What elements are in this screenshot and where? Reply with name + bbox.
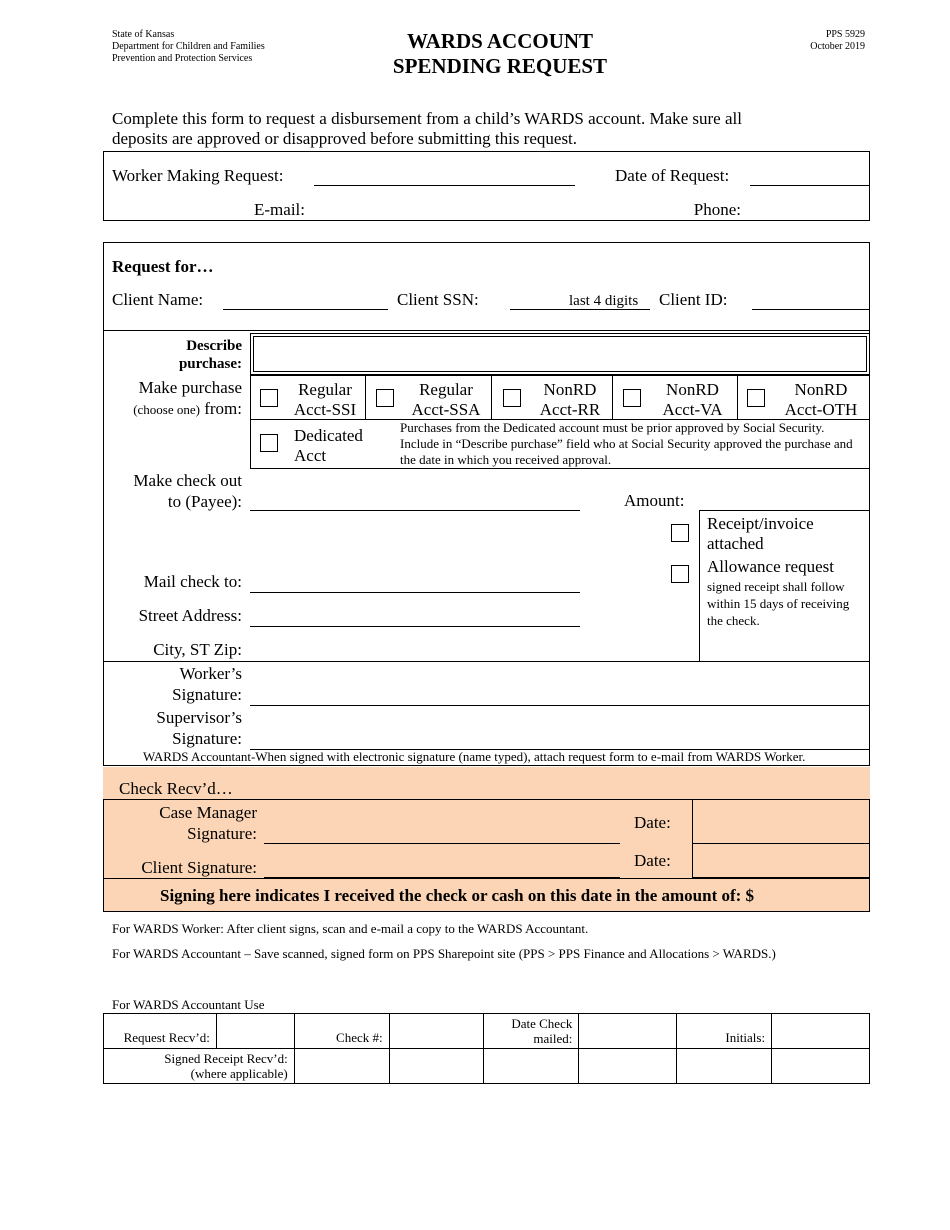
receipt-attached-checkbox[interactable] <box>671 524 689 542</box>
table-cell[interactable] <box>484 1049 579 1084</box>
acct-ssa-checkbox[interactable] <box>376 389 394 407</box>
table-row <box>104 1049 870 1084</box>
date-check-line-2: mailed: <box>533 1031 573 1046</box>
acct-va-checkbox[interactable] <box>623 389 641 407</box>
describe-line-2: purchase: <box>178 356 242 372</box>
case-manager-signature-label <box>110 802 257 844</box>
divider <box>491 375 492 419</box>
payee-field[interactable] <box>250 510 580 511</box>
date-of-request-label: Date of Request: <box>615 166 730 185</box>
accountant-use-table <box>103 1013 870 1084</box>
date-of-request-field[interactable] <box>750 185 869 186</box>
agency-line-department: Department for Children and Families <box>112 41 265 52</box>
client-date-field[interactable] <box>692 843 870 878</box>
mail-check-label: Mail check to: <box>143 572 242 591</box>
supervisor-sig-line-2: Signature: <box>172 729 242 748</box>
acct-ssi-line-1: Regular <box>298 380 352 399</box>
acct-oth-line-2: Acct-OTH <box>784 400 858 419</box>
acct-ssi-line-2: Acct-SSI <box>293 400 357 419</box>
acct-va-line-1: NonRD <box>666 380 719 399</box>
client-id-label: Client ID: <box>659 290 728 309</box>
allowance-request-checkbox[interactable] <box>671 565 689 583</box>
phone-field[interactable] <box>745 198 865 220</box>
client-ssn-label: Client SSN: <box>397 290 479 309</box>
table-cell[interactable] <box>772 1049 870 1084</box>
make-purchase-line-1: Make purchase <box>138 378 242 397</box>
city-st-zip-field[interactable] <box>250 640 695 660</box>
table-cell[interactable] <box>677 1049 772 1084</box>
describe-purchase-field[interactable] <box>253 336 867 372</box>
dedicated-acct-checkbox[interactable] <box>260 434 278 452</box>
received-statement: Signing here indicates I received the check or cash on this date in the amount of: $ <box>160 886 755 905</box>
acct-oth-label <box>773 380 869 420</box>
dedicated-line-1: Dedicated <box>294 426 363 445</box>
divider <box>103 878 870 879</box>
request-recvd-field[interactable] <box>216 1014 294 1049</box>
case-mgr-line-1: Case Manager <box>159 803 257 822</box>
worker-sig-line-1: Worker’s <box>179 664 242 683</box>
signed-receipt-field[interactable] <box>294 1049 389 1084</box>
acct-oth-line-1: NonRD <box>794 380 848 399</box>
worker-sig-line-2: Signature: <box>172 685 242 704</box>
receipt-line-1: Receipt/invoice <box>707 514 814 533</box>
acct-oth-checkbox[interactable] <box>747 389 765 407</box>
mail-check-field[interactable] <box>250 592 580 593</box>
worker-instruction-note: For WARDS Worker: After client signs, scan and e-mail a copy to the WARDS Accountant. <box>112 921 589 936</box>
divider <box>699 510 700 661</box>
acct-rr-checkbox[interactable] <box>503 389 521 407</box>
client-name-label: Client Name: <box>112 290 204 309</box>
case-manager-signature-field[interactable] <box>264 843 620 844</box>
intro-line-2: deposits are approved or disapproved before submitting this request. <box>112 129 578 148</box>
request-heading: Request for… <box>112 257 214 276</box>
client-id-field[interactable] <box>752 309 869 310</box>
case-mgr-line-2: Signature: <box>187 824 257 843</box>
worker-signature-field[interactable] <box>250 705 870 706</box>
signed-receipt-line-2: (where applicable) <box>190 1066 288 1081</box>
ssn-hint: last 4 digits <box>569 293 639 309</box>
client-name-field[interactable] <box>223 309 388 310</box>
amount-field[interactable] <box>699 510 870 511</box>
make-purchase-label <box>110 377 242 420</box>
date-check-mailed-label <box>484 1014 579 1049</box>
divider <box>103 330 870 331</box>
initials-label: Initials: <box>677 1014 772 1049</box>
case-manager-date-label: Date: <box>634 813 671 832</box>
check-number-field[interactable] <box>389 1014 484 1049</box>
supervisor-signature-label <box>110 707 242 749</box>
acct-ssi-checkbox[interactable] <box>260 389 278 407</box>
acct-va-label <box>649 380 736 420</box>
allowance-note: signed receipt shall follow within 15 days of receiving the check. <box>707 579 850 628</box>
page-title <box>330 29 670 79</box>
case-manager-date-field[interactable] <box>692 799 870 844</box>
agency-block <box>112 29 265 65</box>
street-address-label: Street Address: <box>138 606 242 625</box>
acct-va-line-2: Acct-VA <box>662 400 723 419</box>
email-label: E-mail: <box>254 200 305 219</box>
intro-line-1: Complete this form to request a disbursement from a child’s WARDS account. Make sure all <box>112 109 742 128</box>
form-id-block <box>740 29 865 53</box>
payee-line-1: Make check out <box>133 471 242 490</box>
date-check-mailed-field[interactable] <box>579 1014 677 1049</box>
accountant-use-heading: For WARDS Accountant Use <box>112 997 265 1012</box>
table-cell[interactable] <box>389 1049 484 1084</box>
table-cell[interactable] <box>579 1049 677 1084</box>
intro-text <box>112 109 872 149</box>
street-address-field[interactable] <box>250 626 580 627</box>
describe-line-1: Describe <box>186 338 242 354</box>
email-field[interactable] <box>310 198 610 220</box>
agency-line-division: Prevention and Protection Services <box>112 53 253 64</box>
accountant-esign-note: WARDS Accountant-When signed with electronic signature (name typed), attach request form to e-mail from WARDS Worker. <box>143 749 806 764</box>
receipt-attached-label <box>707 514 814 554</box>
divider <box>103 661 870 662</box>
signed-receipt-line-1: Signed Receipt Recv’d: <box>164 1051 288 1066</box>
date-check-line-1: Date Check <box>511 1016 573 1031</box>
form-number: PPS 5929 <box>825 29 865 40</box>
worker-signature-label <box>110 663 242 705</box>
client-ssn-field[interactable] <box>510 309 650 310</box>
agency-line-state: State of Kansas <box>112 29 175 40</box>
request-recvd-label: Request Recv’d: <box>104 1014 217 1049</box>
form-date: October 2019 <box>810 41 865 52</box>
client-signature-label: Client Signature: <box>141 858 257 877</box>
accountant-instruction-note: For WARDS Accountant – Save scanned, signed form on PPS Sharepoint site (PPS > PPS Finance and Allocations > WARDS.) <box>112 946 776 961</box>
dedicated-line-2: Acct <box>294 446 327 465</box>
from-word: from: <box>204 399 242 418</box>
divider <box>737 375 738 419</box>
describe-purchase-label <box>130 337 242 373</box>
worker-field[interactable] <box>314 185 575 186</box>
make-purchase-line-2 <box>110 398 242 420</box>
signed-receipt-label <box>104 1049 295 1084</box>
acct-rr-label <box>529 380 611 420</box>
title-line-1: WARDS ACCOUNT <box>406 29 594 53</box>
supervisor-sig-line-1: Supervisor’s <box>156 708 242 727</box>
acct-rr-line-2: Acct-RR <box>539 400 601 419</box>
payee-line-2: to (Payee): <box>167 492 242 511</box>
client-date-label: Date: <box>634 851 671 870</box>
phone-label: Phone: <box>693 200 741 219</box>
acct-ssa-line-1: Regular <box>419 380 473 399</box>
divider <box>365 375 366 419</box>
dedicated-acct-label <box>294 426 363 466</box>
title-line-2: SPENDING REQUEST <box>392 54 608 78</box>
acct-ssa-label <box>402 380 490 420</box>
acct-ssi-label <box>286 380 364 420</box>
allowance-request-label: Allowance request <box>707 557 834 576</box>
receipt-line-2: attached <box>707 534 764 553</box>
table-row <box>104 1014 870 1049</box>
amount-label: Amount: <box>624 491 685 510</box>
acct-rr-line-1: NonRD <box>543 380 597 399</box>
dedicated-acct-note: Purchases from the Dedicated account must be prior approved by Social Security. Include in “Describe purchase” field who at Social Security approved the purchase and the date in which you received approval. <box>400 420 853 467</box>
payee-label <box>110 470 242 512</box>
initials-field[interactable] <box>772 1014 870 1049</box>
choose-one-hint: (choose one) <box>133 402 200 417</box>
acct-ssa-line-2: Acct-SSA <box>411 400 481 419</box>
check-number-label: Check #: <box>294 1014 389 1049</box>
city-st-zip-label: City, ST Zip: <box>153 640 242 659</box>
worker-label: Worker Making Request: <box>112 166 284 185</box>
divider <box>612 375 613 419</box>
check-received-heading: Check Recv’d… <box>119 779 233 798</box>
